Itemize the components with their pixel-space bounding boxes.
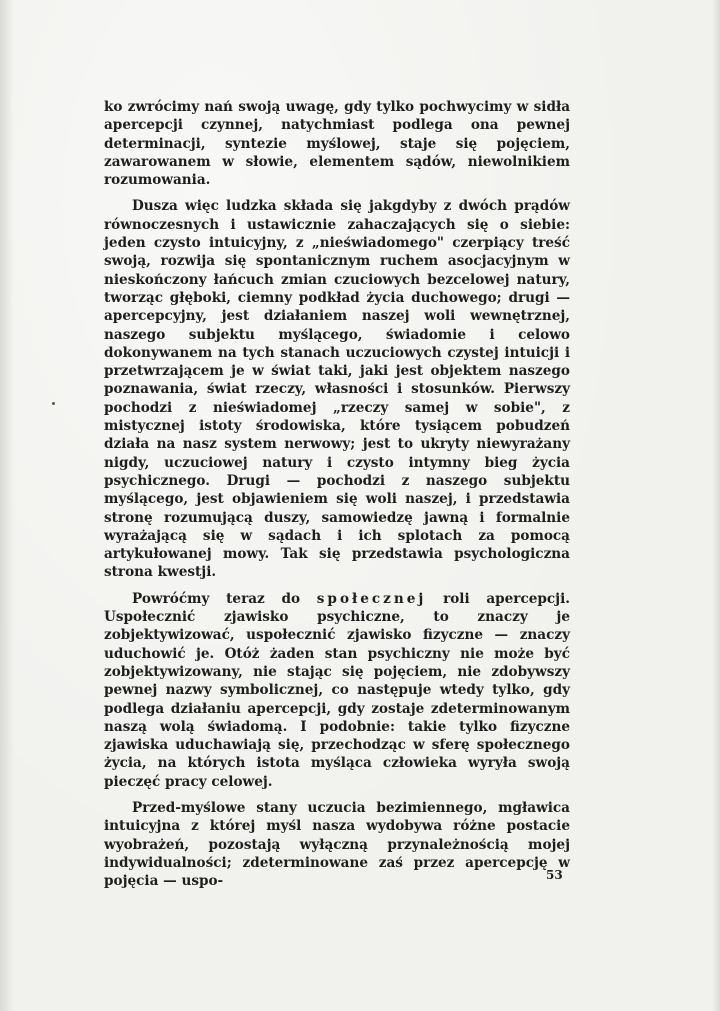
body-text	[104, 98, 570, 890]
emphasized-word: społecznej	[316, 590, 427, 607]
scan-edge-left	[0, 0, 14, 1011]
paragraph-social-after: roli apercepcji. Uspołecznić zjawisko psychiczne, to znaczy je zobjektywizować, uspołecznić zjawisko fizyczne — znaczy uduchowić je. Otóż żaden stan psychiczny nie może być zobjektywizowany, nie stając się pojęciem, nie zdobywszy pewnej nazwy symbolicznej, co następuje wtedy tylko, gdy podlega działaniu apercepcji, gdy zostaje zdeterminowanym naszą wolą świadomą. I podobnie: takie tylko fizyczne zjawiska uduchawiają się, przechodząc w sferę społecznego życia, na których istota myśląca człowieka wyryła swoją pieczęć pracy celowej.	[104, 590, 570, 790]
scan-speck	[52, 402, 55, 405]
paragraph-soul-currents: Dusza więc ludzka składa się jakgdyby z dwóch prądów równoczesnych i ustawicznie zahaczających się o siebie: jeden czysto intuicyjny, z „nieświadomego" czerpiący treść swoją, rozwija się spontanicznym ruchem asocjacyjnym w nieskończony łańcuch zmian czuciowych bezcelowej natury, tworząc głęboki, ciemny podkład życia duchowego; drugi — apercepcyjny, jest działaniem naszej woli wewnętrznej, naszego subjektu myślącego, świadomie i celowo dokonywanem na tych stanach uczuciowych czystej intuicji i przetwrzającem je w świat taki, jaki jest objektem naszego poznawania, świat rzeczy, własności i stosunków. Pierwszy pochodzi z nieświadomej „rzeczy samej w sobie", z mistycznej istoty środowiska, które tysiącem pobudzeń działa na nasz system nerwowy; jest to ukryty niewyrażany nigdy, uczuciowej natury i czysto intymny bieg życia psychicznego. Drugi — pochodzi z naszego subjektu myślącego, jest objawieniem się woli naszej, i przedstawia stronę rozumującą duszy, samowiedzę jawną i formalnie wyrażającą się w sądach i ich splotach za pomocą artykułowanej mowy. Tak się przedstawia psychologiczna strona kwestji.	[104, 198, 570, 581]
scan-edge-right	[712, 0, 720, 1011]
paragraph-social-apperception	[104, 590, 570, 791]
paragraph-pre-thought: Przed-myślowe stany uczucia bezimiennego, mgławica intuicyjna z której myśl nasza wydobywa różne postacie wyobrażeń, pozostają wyłączną przynależnością mojej indywidualności; zdeterminowane zaś przez apercepcję w pojęcia — uspo-	[104, 799, 570, 890]
paragraph-social-before: Powróćmy teraz do	[132, 590, 317, 607]
page-number: 53	[546, 868, 563, 882]
paragraph-continued: ko zwrócimy nań swoją uwagę, gdy tylko pochwycimy w sidła apercepcji czynnej, natychmiast podlega ona pewnej determinacji, syntezie myślowej, staje się pojęciem, zawarowanem w słowie, elementem sądów, niewolnikiem rozumowania.	[104, 99, 570, 189]
